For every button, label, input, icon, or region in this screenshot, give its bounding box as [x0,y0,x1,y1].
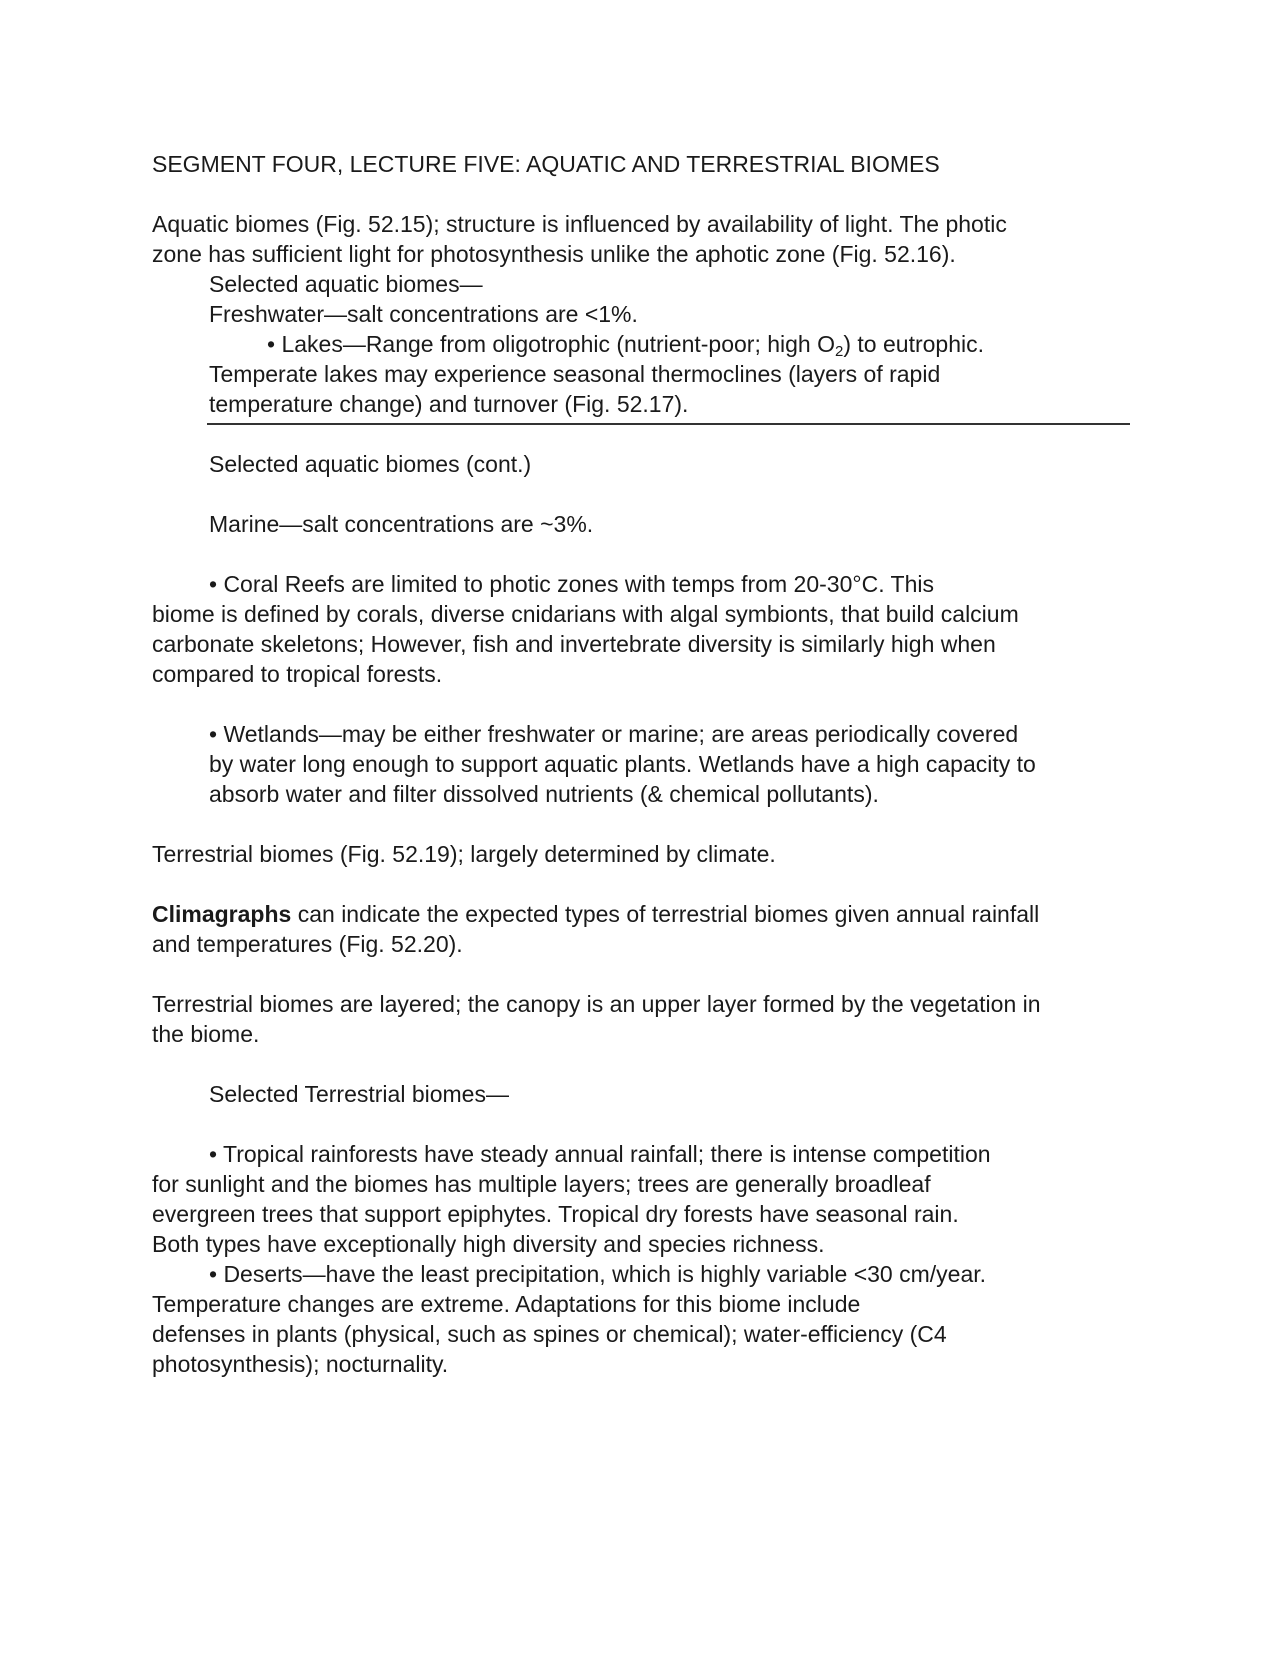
layered-line-1: Terrestrial biomes are layered; the canopy is an upper layer formed by the vegetation in [152,991,1041,1017]
marine-line: Marine—salt concentrations are ~3%. [209,511,594,537]
wetlands-line-3: absorb water and filter dissolved nutrients (& chemical pollutants). [209,781,879,807]
climagraphs-line-2: and temperatures (Fig. 52.20). [152,931,463,957]
tropical-line-3: evergreen trees that support epiphytes. Tropical dry forests have seasonal rain. [152,1201,959,1227]
oxygen-subscript: 2 [835,343,844,360]
deserts-line-1: • Deserts—have the least precipitation, which is highly variable <30 cm/year. [209,1261,987,1287]
selected-terrestrial-heading: Selected Terrestrial biomes— [209,1081,509,1107]
tropical-line-4: Both types have exceptionally high diversity and species richness. [152,1231,825,1257]
deserts-line-2: Temperature changes are extreme. Adaptations for this biome include [152,1291,861,1317]
selected-aquatic-cont-heading: Selected aquatic biomes (cont.) [209,451,532,477]
climagraphs-term: Climagraphs [152,901,292,927]
coral-reefs-line-1: • Coral Reefs are limited to photic zones with temps from 20-30°C. This [209,571,935,597]
selected-aquatic-heading: Selected aquatic biomes— [209,271,483,297]
deserts-line-3: defenses in plants (physical, such as spines or chemical); water-efficiency (C4 [152,1321,947,1347]
section-divider [207,423,1130,425]
layered-line-2: the biome. [152,1021,260,1047]
aquatic-intro-line-2: zone has sufficient light for photosynthesis unlike the aphotic zone (Fig. 52.16). [152,241,956,267]
climagraphs-line-1 [152,899,1039,929]
aquatic-intro-line-1: Aquatic biomes (Fig. 52.15); structure is influenced by availability of light. The photic [152,211,1007,237]
page-title: SEGMENT FOUR, LECTURE FIVE: AQUATIC AND TERRESTRIAL BIOMES [152,151,940,177]
lakes-text-end: ) to eutrophic. [843,331,984,357]
coral-reefs-line-2: biome is defined by corals, diverse cnidarians with algal symbionts, that build calcium [152,601,1019,627]
terrestrial-intro: Terrestrial biomes (Fig. 52.19); largely determined by climate. [152,841,776,867]
coral-reefs-line-4: compared to tropical forests. [152,661,443,687]
deserts-line-4: photosynthesis); nocturnality. [152,1351,449,1377]
lakes-line-2: Temperate lakes may experience seasonal thermoclines (layers of rapid [209,361,941,387]
tropical-line-2: for sunlight and the biomes has multiple layers; trees are generally broadleaf [152,1171,931,1197]
climagraphs-text: can indicate the expected types of terrestrial biomes given annual rainfall [291,901,1040,927]
coral-reefs-line-3: carbonate skeletons; However, fish and invertebrate diversity is similarly high when [152,631,996,657]
wetlands-line-1: • Wetlands—may be either freshwater or marine; are areas periodically covered [209,721,1019,747]
freshwater-line: Freshwater—salt concentrations are <1%. [209,301,638,327]
lakes-text: • Lakes—Range from oligotrophic (nutrient-poor; high O [267,331,836,357]
wetlands-line-2: by water long enough to support aquatic plants. Wetlands have a high capacity to [209,751,1036,777]
lakes-line-1 [267,329,984,359]
lakes-line-3: temperature change) and turnover (Fig. 52.17). [209,391,689,417]
tropical-line-1: • Tropical rainforests have steady annual rainfall; there is intense competition [209,1141,991,1167]
